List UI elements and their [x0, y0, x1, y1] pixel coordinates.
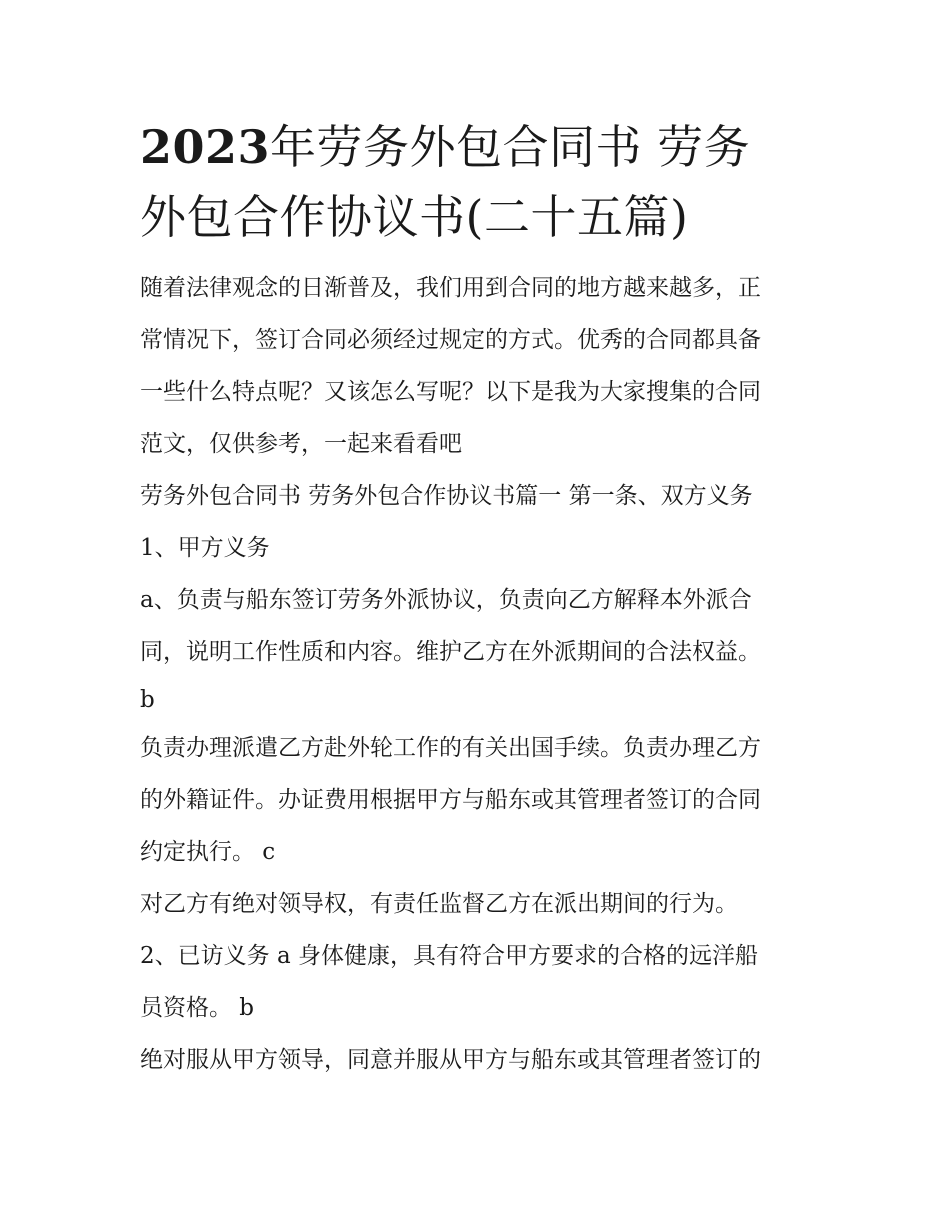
body-line-3: 一些什么特点呢？又该怎么写呢？以下是我为大家搜集的合同: [140, 379, 761, 405]
body-line-16: 绝对服从甲方领导，同意并服从甲方与船东或其管理者签订的: [140, 1047, 761, 1073]
title-line-1-text: 年劳务外包合同书 劳务: [270, 120, 751, 174]
body-line-14: 2、已访义务 a 身体健康，具有符合甲方要求的合格的远洋船: [140, 943, 758, 969]
body-line-15: 员资格。 b: [140, 995, 255, 1021]
body-line-4: 范文，仅供参考，一起来看看吧: [140, 431, 462, 457]
body-line-11: 的外籍证件。办证费用根据甲方与船东或其管理者签订的合同: [140, 787, 761, 813]
title-line-1: [140, 112, 820, 182]
body-line-10: 负责办理派遣乙方赴外轮工作的有关出国手续。负责办理乙方: [140, 735, 761, 761]
document-body: [140, 262, 820, 1086]
body-line-9: b: [140, 687, 155, 713]
body-line-6: 1、甲方义务: [140, 535, 270, 561]
title-line-2: 外包合作协议书(二十五篇): [140, 190, 689, 244]
body-line-2: 常情况下，签订合同必须经过规定的方式。优秀的合同都具备: [140, 327, 761, 353]
document-title: [140, 112, 820, 252]
title-year: 2023: [140, 120, 271, 174]
body-line-13: 对乙方有绝对领导权，有责任监督乙方在派出期间的行为。: [140, 891, 738, 917]
body-line-12: 约定执行。 c: [140, 839, 276, 865]
body-line-5: 劳务外包合同书 劳务外包合作协议书篇一 第一条、双方义务: [140, 483, 753, 509]
body-line-8: 同，说明工作性质和内容。维护乙方在外派期间的合法权益。: [140, 639, 761, 665]
body-line-1: 随着法律观念的日渐普及，我们用到合同的地方越来越多，正: [140, 275, 761, 301]
document-page: [140, 112, 820, 1086]
body-line-7: a、负责与船东签订劳务外派协议，负责向乙方解释本外派合: [140, 587, 752, 613]
